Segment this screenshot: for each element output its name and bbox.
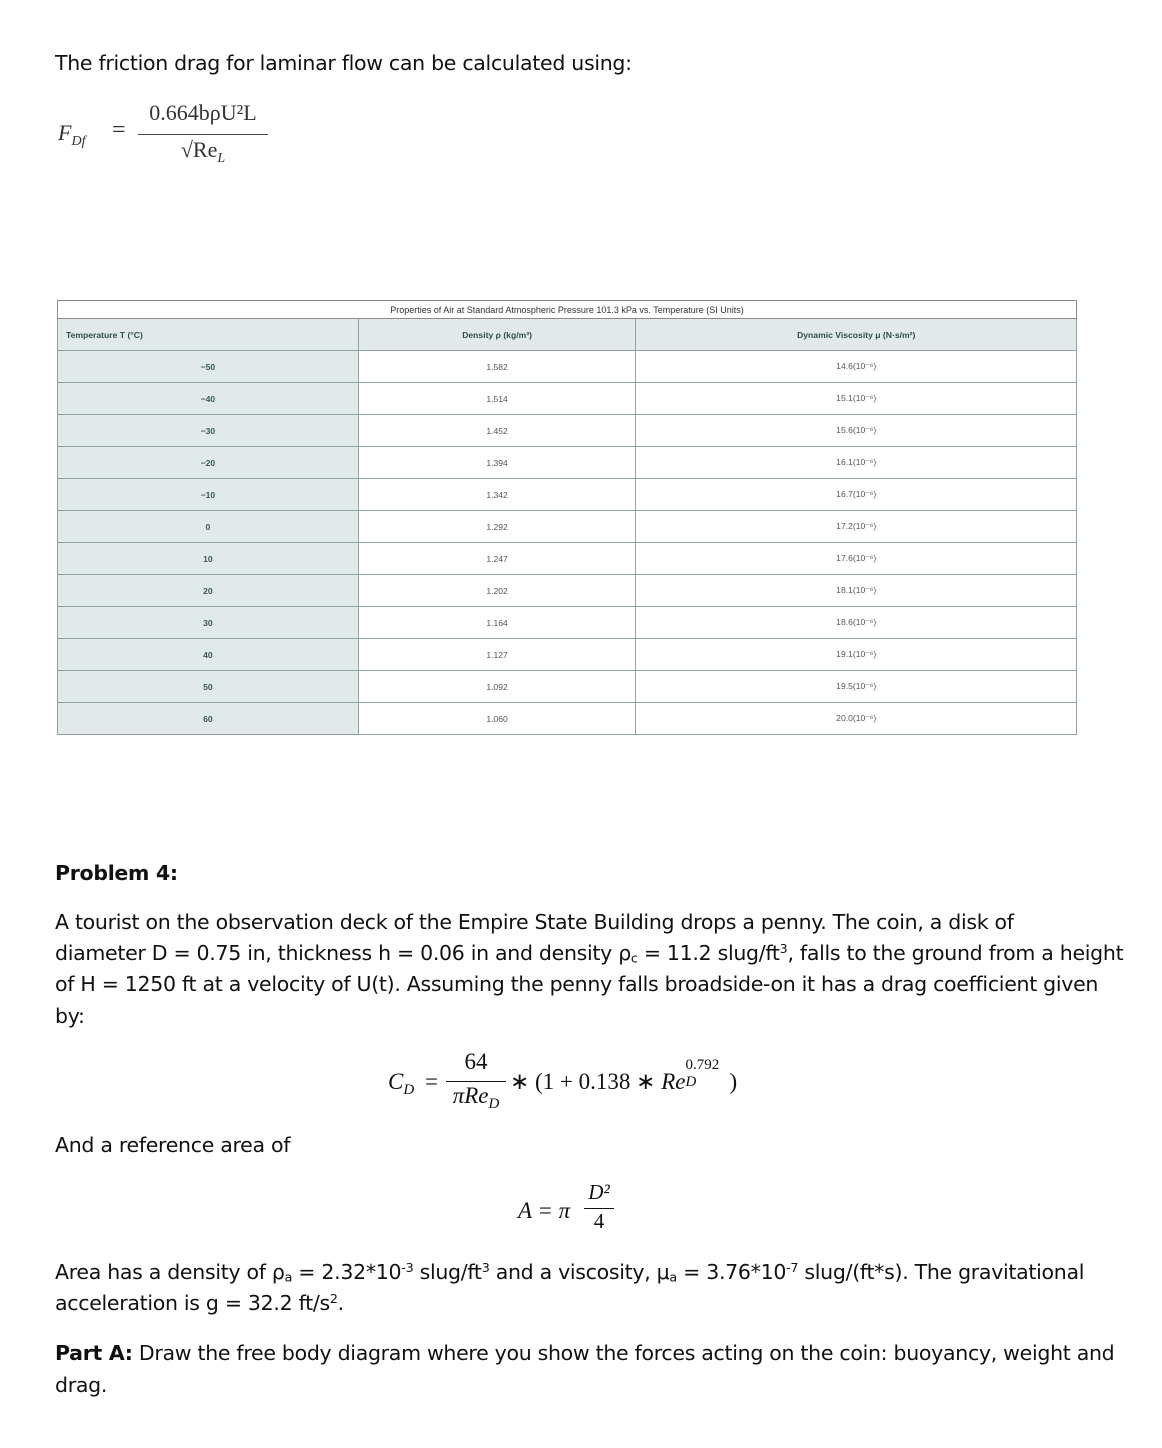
cell-viscosity: 19.5(10⁻⁶): [636, 671, 1077, 703]
table-row: [58, 479, 1077, 511]
cell-density: 1.582: [358, 351, 636, 383]
air-properties-line-2: acceleration is g = 32.2 $ft/s^2$.: [55, 1291, 344, 1315]
table-row: [58, 383, 1077, 415]
air-properties-table: [57, 300, 1077, 735]
cd-denominator: πRe$_D$: [452, 1083, 500, 1112]
cell-density: 1.514: [358, 383, 636, 415]
cell-temp: 50: [58, 671, 359, 703]
table-row: [58, 543, 1077, 575]
fraction-bar: [138, 134, 268, 135]
problem-line-4: by:: [55, 1004, 85, 1028]
cell-density: 1.247: [358, 543, 636, 575]
cell-viscosity: 20.0(10⁻⁶): [636, 703, 1077, 735]
table-row: [58, 511, 1077, 543]
table-row: [58, 447, 1077, 479]
intro-text: The friction drag for laminar flow can be calculated using:: [55, 51, 632, 75]
cell-viscosity: 16.7(10⁻⁶): [636, 479, 1077, 511]
part-a-label: Part A:: [55, 1341, 133, 1365]
area-denominator: 4: [593, 1209, 605, 1233]
area-intro-text: And a reference area of: [55, 1133, 291, 1157]
cell-temp: 20: [58, 575, 359, 607]
table-row: [58, 351, 1077, 383]
cell-density: 1.092: [358, 671, 636, 703]
cell-temp: 0: [58, 511, 359, 543]
table-row: [58, 671, 1077, 703]
area-numerator: D²: [588, 1180, 610, 1204]
problem-line-3: of H = 1250 ft at a velocity of U(t). Assuming the penny falls broadside-on it has a drag coefficient given: [55, 972, 1099, 996]
problem-line-1: A tourist on the observation deck of the Empire State Building drops a penny. The coin, a disk of: [55, 910, 1014, 934]
cell-density: 1.164: [358, 607, 636, 639]
cell-temp: −10: [58, 479, 359, 511]
air-properties-line-1: Area has a density of $\rho_a = 2.32*10^{-3}$ slug/$ft^3$ and a viscosity, $\mu_a = 3.76*10^{-7}$ slug/(ft*s). The gravitational: [55, 1260, 1085, 1285]
cell-density: 1.394: [358, 447, 636, 479]
cell-temp: 10: [58, 543, 359, 575]
cell-density: 1.060: [358, 703, 636, 735]
cell-temp: −20: [58, 447, 359, 479]
cell-temp: 40: [58, 639, 359, 671]
formula-denominator: $√Re_L$: [180, 137, 226, 166]
cell-viscosity: 17.6(10⁻⁶): [636, 543, 1077, 575]
cell-viscosity: 16.1(10⁻⁶): [636, 447, 1077, 479]
drag-coefficient-formula: [388, 1049, 808, 1119]
cell-viscosity: 19.1(10⁻⁶): [636, 639, 1077, 671]
cell-viscosity: 17.2(10⁻⁶): [636, 511, 1077, 543]
cell-temp: −30: [58, 415, 359, 447]
problem-title: Problem 4:: [55, 861, 178, 885]
cell-density: 1.127: [358, 639, 636, 671]
cell-viscosity: 15.6(10⁻⁶): [636, 415, 1077, 447]
part-a-line-2: drag.: [55, 1373, 108, 1397]
table-caption: Properties of Air at Standard Atmospheric Pressure 101.3 kPa vs. Temperature (SI Units): [58, 301, 1077, 319]
formula-numerator: 0.664bρU²L: [149, 100, 257, 125]
table-row: [58, 415, 1077, 447]
table-row: [58, 639, 1077, 671]
cell-temp: −50: [58, 351, 359, 383]
friction-drag-formula: [58, 100, 308, 180]
cd-lhs: $C_D$: [388, 1069, 415, 1098]
reference-area-formula: [518, 1180, 638, 1240]
table-row: [58, 607, 1077, 639]
problem-line-2: diameter D = 0.75 in, thickness h = 0.06 in and density $\rho_c = 11.2$ slug/$ft^3$, falls to the ground from a height: [55, 941, 1124, 966]
table-row: [58, 703, 1077, 735]
cd-equals: =: [425, 1069, 438, 1094]
cell-temp: 60: [58, 703, 359, 735]
cell-density: 1.292: [358, 511, 636, 543]
cell-density: 1.202: [358, 575, 636, 607]
formula-lhs: $F_{Df}$: [58, 120, 86, 149]
header-density: Density ρ (kg/m³): [358, 319, 636, 351]
cd-numerator: 64: [464, 1049, 488, 1074]
cell-viscosity: 18.6(10⁻⁶): [636, 607, 1077, 639]
cd-correction-term: ∗ (1 + 0.138 ∗ Re 0.792 D ): [510, 1057, 738, 1094]
area-lhs: A = π: [518, 1198, 571, 1223]
cell-viscosity: 15.1(10⁻⁶): [636, 383, 1077, 415]
cell-viscosity: 14.6(10⁻⁶): [636, 351, 1077, 383]
cell-viscosity: 18.1(10⁻⁶): [636, 575, 1077, 607]
cell-density: 1.342: [358, 479, 636, 511]
cell-temp: 30: [58, 607, 359, 639]
header-viscosity: Dynamic Viscosity μ (N·s/m²): [636, 319, 1077, 351]
table-row: [58, 575, 1077, 607]
formula-equals: =: [112, 117, 126, 143]
part-a-line-1: Part A: Draw the free body diagram where you show the forces acting on the coin: buoyancy, weight and: [55, 1341, 1115, 1365]
cell-density: 1.452: [358, 415, 636, 447]
cell-temp: −40: [58, 383, 359, 415]
header-temperature: Temperature T (°C): [58, 319, 359, 351]
